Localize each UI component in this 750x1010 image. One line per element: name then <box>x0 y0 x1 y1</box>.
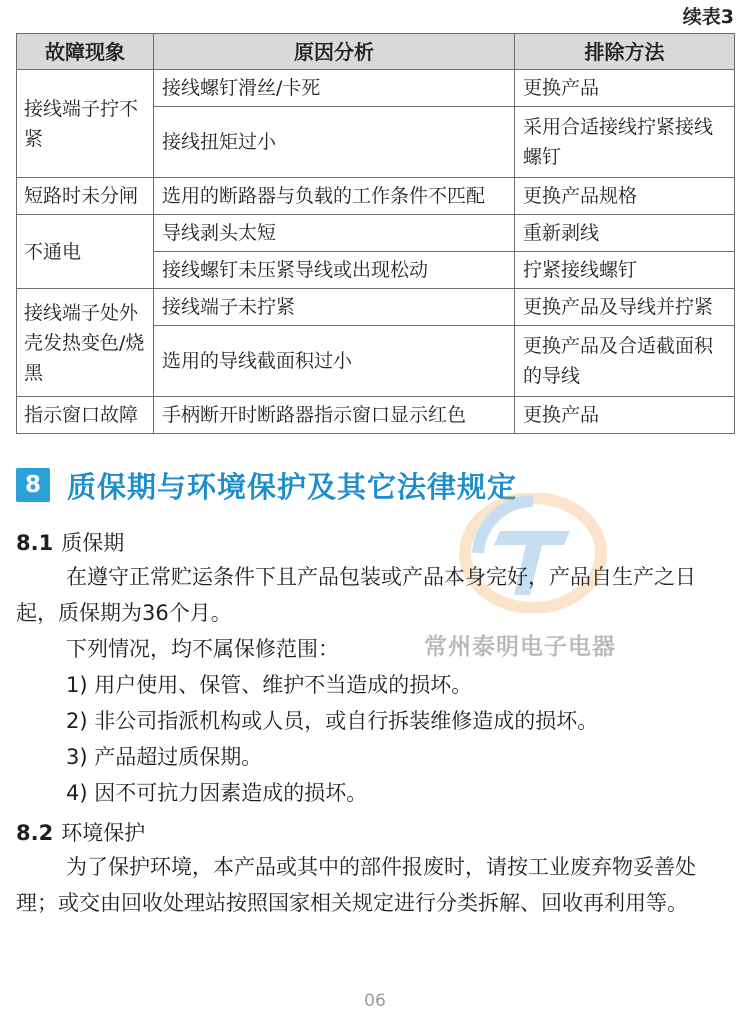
table-row <box>17 178 735 215</box>
symptom-cell: 接线端子拧不紧 <box>17 70 154 178</box>
page-number: 06 <box>364 991 386 1010</box>
table-row <box>17 397 735 434</box>
header-symptom: 故障现象 <box>17 34 154 70</box>
list-item: 3) 产品超过质保期。 <box>66 745 263 769</box>
header-remedy: 排除方法 <box>515 34 735 70</box>
warranty-section <box>16 527 734 811</box>
list-item: 4) 因不可抗力因素造成的损坏。 <box>66 781 368 805</box>
symptom-cell: 指示窗口故障 <box>17 397 154 434</box>
header-cause: 原因分析 <box>154 34 515 70</box>
cause-cell: 接线端子未拧紧 <box>154 289 515 326</box>
table-row <box>17 215 735 252</box>
remedy-cell: 重新剥线 <box>515 215 735 252</box>
environment-section <box>16 817 734 921</box>
section-title: 质保期与环境保护及其它法律规定 <box>67 469 518 504</box>
environment-paragraph: 为了保护环境，本产品或其中的部件报废时，请按工业废弃物妥善处理；或交由回收处理站按照国家相关规定进行分类拆解、回收再利用等。 <box>16 855 696 915</box>
troubleshooting-table <box>16 33 735 434</box>
section-number-badge: 8 <box>16 468 50 502</box>
section-heading <box>16 465 517 505</box>
cause-cell: 手柄断开时断路器指示窗口显示红色 <box>154 397 515 434</box>
cause-cell: 接线螺钉未压紧导线或出现松动 <box>154 252 515 289</box>
warranty-title: 质保期 <box>61 531 125 555</box>
remedy-cell: 更换产品及导线并拧紧 <box>515 289 735 326</box>
symptom-cell: 接线端子处外壳发热变色/烧黑 <box>17 289 154 397</box>
symptom-cell: 短路时未分闸 <box>17 178 154 215</box>
remedy-cell: 更换产品及合适截面积的导线 <box>515 326 735 397</box>
cause-cell: 接线螺钉滑丝/卡死 <box>154 70 515 107</box>
table-row <box>17 289 735 326</box>
remedy-cell: 采用合适接线拧紧接线螺钉 <box>515 107 735 178</box>
remedy-cell: 拧紧接线螺钉 <box>515 252 735 289</box>
watermark-text: 常州泰明电子电器 <box>424 634 616 660</box>
remedy-cell: 更换产品 <box>515 70 735 107</box>
warranty-heading <box>16 527 734 557</box>
exclusion-intro: 下列情况，均不属保修范围： <box>66 637 339 661</box>
cause-cell: 选用的导线截面积过小 <box>154 326 515 397</box>
environment-number: 8.2 <box>16 821 54 845</box>
table-caption: 续表3 <box>682 6 734 28</box>
cause-cell: 选用的断路器与负载的工作条件不匹配 <box>154 178 515 215</box>
warranty-number: 8.1 <box>16 531 54 555</box>
environment-heading <box>16 817 734 847</box>
list-item: 2) 非公司指派机构或人员，或自行拆装维修造成的损坏。 <box>66 709 599 733</box>
environment-title: 环境保护 <box>61 821 146 845</box>
symptom-cell: 不通电 <box>17 215 154 289</box>
table-row <box>17 70 735 107</box>
remedy-cell: 更换产品 <box>515 397 735 434</box>
warranty-paragraph: 在遵守正常贮运条件下且产品包装或产品本身完好，产品自生产之日起，质保期为36个月。 <box>16 565 696 625</box>
cause-cell: 接线扭矩过小 <box>154 107 515 178</box>
remedy-cell: 更换产品规格 <box>515 178 735 215</box>
cause-cell: 导线剥头太短 <box>154 215 515 252</box>
list-item: 1) 用户使用、保管、维护不当造成的损坏。 <box>66 673 473 697</box>
